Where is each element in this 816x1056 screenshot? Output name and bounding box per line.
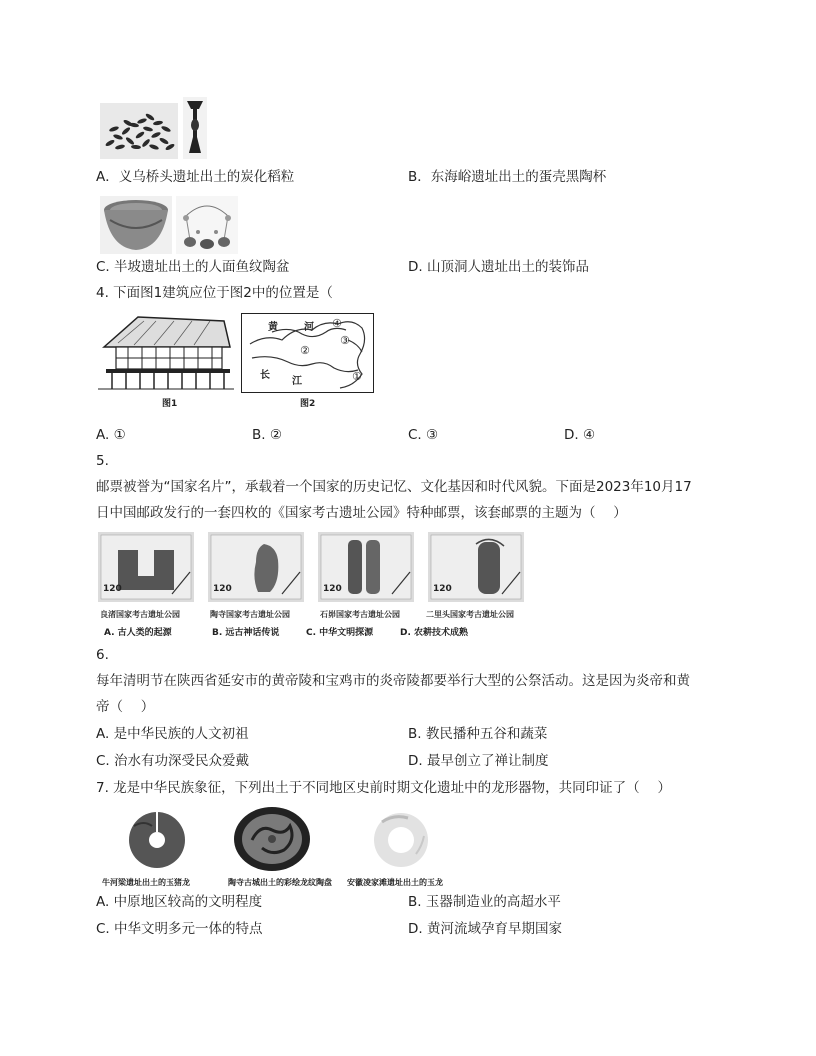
q7-option-d: D. 黄河流域孕育早期国家 <box>408 921 562 937</box>
q7-option-c: C. 中华文明多元一体的特点 <box>96 921 263 937</box>
map-label-jiang: 江 <box>292 376 302 387</box>
q6-option-d: D. 最早创立了禅让制度 <box>408 753 549 769</box>
q7-caption-3: 安徽凌家滩遗址出土的玉龙 <box>347 878 443 887</box>
fig2-caption: 图2 <box>300 399 316 409</box>
stamp-caption-liangzhu: 良渚国家考古遗址公园 <box>100 610 180 619</box>
q4-option-d: D. ④ <box>564 427 596 443</box>
q6-stem-line2: 帝（ ） <box>96 699 155 715</box>
stamp-caption-erlitou: 二里头国家考古遗址公园 <box>426 610 514 619</box>
map-marker-1: ① <box>352 370 362 383</box>
q7-stem: 7. 龙是中华民族象征，下列出土于不同地区史前时期文化遗址中的龙形器物，共同印证了（ ） <box>96 780 671 796</box>
q4-option-a: A. ① <box>96 427 126 443</box>
stamp-caption-shimao: 石峁国家考古遗址公园 <box>320 610 400 619</box>
fish-face-basin-photo <box>100 196 172 254</box>
map-marker-4: ④ <box>332 317 342 330</box>
q4-stem: 4. 下面图1建筑应位于图2中的位置是（ <box>96 285 333 301</box>
q6-number: 6. <box>96 647 109 663</box>
map-label-he: 河 <box>304 322 314 333</box>
jade-pig-dragon-photo <box>120 806 194 872</box>
stilt-house-drawing <box>98 313 234 393</box>
stamp-taosi <box>208 532 304 602</box>
q3-option-b: B．东海峪遗址出土的蛋壳黑陶杯 <box>408 169 607 185</box>
q6-stem-line1: 每年清明节在陕西省延安市的黄帝陵和宝鸡市的炎帝陵都要举行大型的公祭活动。这是因为炎帝和黄 <box>96 673 690 689</box>
q6-option-a: A. 是中华民族的人文初祖 <box>96 726 249 742</box>
map-label-huang: 黄 <box>268 322 278 333</box>
q5-option-b: B. 远古神话传说 <box>212 628 280 638</box>
q4-option-c: C. ③ <box>408 427 439 443</box>
q6-option-c: C. 治水有功深受民众爱戴 <box>96 753 250 769</box>
stamp-liangzhu <box>98 532 194 602</box>
stamp-shimao-value: 120 <box>323 584 342 594</box>
q5-option-d: D. 农耕技术成熟 <box>400 628 469 638</box>
q5-option-c: C. 中华文明探源 <box>306 628 374 638</box>
q3-option-c: C. 半坡遗址出土的人面鱼纹陶盆 <box>96 259 290 275</box>
black-pottery-cup-photo <box>183 97 207 159</box>
map-marker-3: ③ <box>340 334 350 347</box>
q5-stem-line1: 邮票被誉为“国家名片”，承载着一个国家的历史记忆、文化基因和时代风貌。下面是2023年10月17 <box>96 479 692 495</box>
carbonized-rice-photo <box>100 103 178 159</box>
q5-option-a: A. 古人类的起源 <box>104 628 172 638</box>
q7-option-a: A. 中原地区较高的文明程度 <box>96 894 263 910</box>
q7-caption-1: 牛河梁遗址出土的玉猪龙 <box>102 878 190 887</box>
map-marker-2: ② <box>300 344 310 357</box>
stamp-taosi-value: 120 <box>213 584 232 594</box>
q7-option-b: B. 玉器制造业的高超水平 <box>408 894 561 910</box>
stamp-shimao <box>318 532 414 602</box>
stamp-liangzhu-value: 120 <box>103 584 122 594</box>
shell-ornament-photo <box>176 196 238 254</box>
q6-option-b: B. 教民播种五谷和蔬菜 <box>408 726 548 742</box>
q5-number: 5. <box>96 453 109 469</box>
fig1-caption: 图1 <box>162 399 178 409</box>
stamp-caption-taosi: 陶寺国家考古遗址公园 <box>210 610 290 619</box>
map-label-chang: 长 <box>260 370 270 381</box>
q3-option-d: D. 山顶洞人遗址出土的装饰品 <box>408 259 589 275</box>
q5-stem-line2: 日中国邮政发行的一套四枚的《国家考古遗址公园》特种邮票，该套邮票的主题为（ ） <box>96 505 627 521</box>
q3-option-a: A．义乌桥头遗址出土的炭化稻粒 <box>96 169 295 185</box>
dragon-plate-photo <box>232 804 312 874</box>
stamp-erlitou <box>428 532 524 602</box>
q4-option-b: B. ② <box>252 427 282 443</box>
china-map-fig2 <box>241 313 374 393</box>
stamp-erlitou-value: 120 <box>433 584 452 594</box>
q7-caption-2: 陶寺古城出土的彩绘龙纹陶盘 <box>228 878 332 887</box>
jade-dragon-photo <box>364 806 438 872</box>
